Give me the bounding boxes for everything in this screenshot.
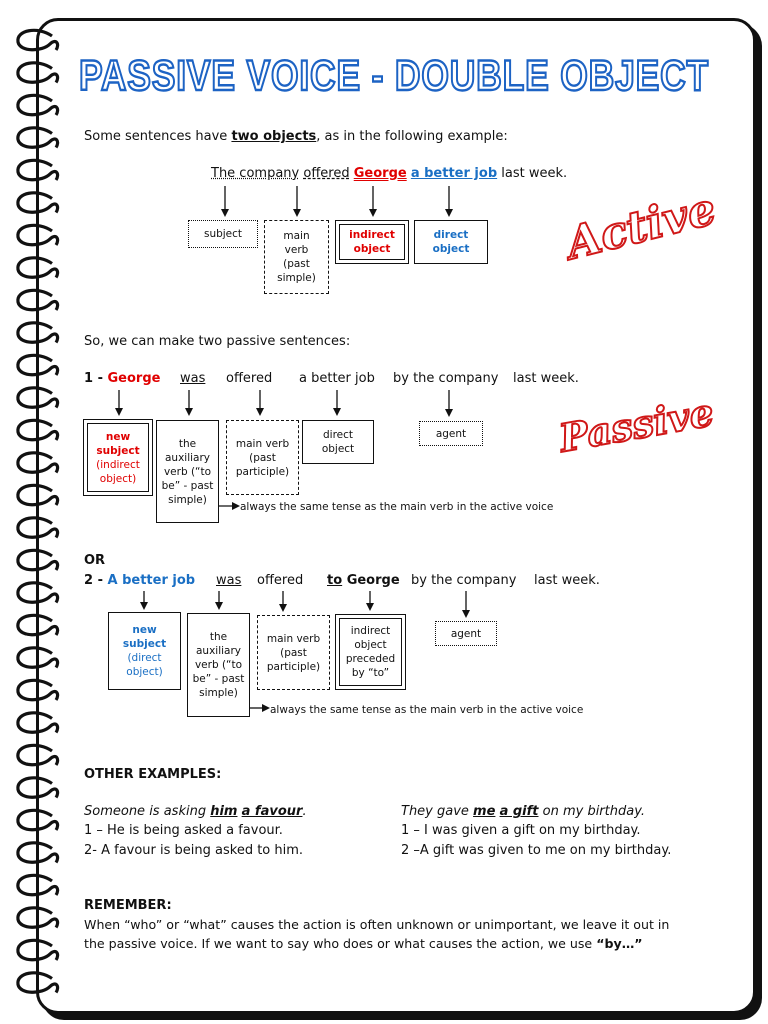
spiral-coil (18, 908, 58, 928)
active-stamp-text: Active (561, 183, 721, 270)
s2-indirect-object-box: indirect object preceded by “to” (335, 614, 406, 690)
spiral-coil (18, 518, 58, 538)
active-main-verb-box: main verb (past simple) (264, 220, 329, 294)
spiral-coil (18, 550, 58, 570)
spiral-coil (18, 388, 58, 408)
spiral-coil (18, 973, 58, 993)
or-label: OR (84, 553, 106, 568)
s1-main-verb-box: main verb (past participle) (226, 420, 299, 495)
active-direct-object-box: direct object (414, 220, 488, 264)
example-left-2: 2- A favour is being asked to him. (84, 843, 304, 858)
example-right-active: They gave me a gift on my birthday. (401, 804, 646, 819)
spiral-coil (18, 843, 58, 863)
s2-aux: was (216, 573, 242, 588)
spiral-coil (18, 453, 58, 473)
passive-intro: So, we can make two passive sentences: (84, 334, 351, 349)
active-indirect-object-box: indirect object (335, 220, 409, 264)
spiral-coil (18, 810, 58, 830)
s2-agent: by the company (411, 573, 517, 588)
spiral-binding-icon (8, 22, 68, 1002)
spiral-coil (18, 420, 58, 440)
spiral-coil (18, 778, 58, 798)
spiral-coil (18, 30, 58, 50)
s2-number: 2 - A better job (84, 573, 196, 588)
example-left-active: Someone is asking him a favour. (84, 804, 307, 819)
passive-stamp-text: Passive (555, 389, 718, 461)
remember-line-1: When “who” or “what” causes the action is often unknown or unimportant, we leave it out in (84, 917, 670, 932)
s2-tail: last week. (534, 573, 600, 588)
example-left-1: 1 – He is being asked a favour. (84, 823, 283, 838)
s2-verb: offered (257, 573, 304, 588)
s1-number: 1 - George (84, 371, 161, 386)
s1-new-subject-box: new subject (indirect object) (83, 419, 153, 496)
s1-aux-box: the auxiliary verb (“to be” - past simple) (156, 420, 219, 523)
s1-agent: by the company (393, 371, 499, 386)
s1-tail: last week. (513, 371, 579, 386)
s2-main-verb-box: main verb (past participle) (257, 615, 330, 690)
spiral-coil (18, 355, 58, 375)
s1-agent-box: agent (419, 421, 483, 446)
active-stamp (560, 183, 721, 270)
example-right-2: 2 –A gift was given to me on my birthday. (401, 843, 672, 858)
page-title-text: PASSIVE VOICE - DOUBLE OBJECT (79, 52, 709, 100)
spiral-coil (18, 648, 58, 668)
page-title (74, 46, 714, 102)
spiral-coil (18, 485, 58, 505)
spiral-coil (18, 713, 58, 733)
s1-direct-object-box: direct object (302, 420, 374, 464)
spiral-coil (18, 940, 58, 960)
spiral-coil (18, 680, 58, 700)
other-examples-heading: OTHER EXAMPLES: (84, 767, 222, 782)
intro-text: Some sentences have two objects, as in the following example: (84, 129, 508, 144)
s2-object: to George (327, 573, 400, 588)
spiral-coil (18, 290, 58, 310)
spiral-coil (18, 95, 58, 115)
spiral-coil (18, 615, 58, 635)
spiral-coil (18, 875, 58, 895)
spiral-coil (18, 583, 58, 603)
spiral-coil (18, 745, 58, 765)
spiral-coil (18, 225, 58, 245)
s1-aux: was (180, 371, 206, 386)
s2-note: always the same tense as the main verb in the active voice (270, 704, 584, 716)
spiral-coil (18, 160, 58, 180)
s1-verb: offered (226, 371, 273, 386)
active-subject-box: subject (188, 220, 258, 248)
example-right-1: 1 – I was given a gift on my birthday. (401, 823, 641, 838)
s2-new-subject-box: new subject (direct object) (108, 612, 181, 690)
spiral-coil (18, 128, 58, 148)
remember-heading: REMEMBER: (84, 898, 172, 913)
passive-stamp (552, 388, 718, 461)
spiral-coil (18, 193, 58, 213)
active-sentence: The company offered George a better job last week. (211, 166, 568, 181)
s2-agent-box: agent (435, 621, 497, 646)
remember-line-2: the passive voice. If we want to say who does or what causes the action, we use “by…” (84, 936, 643, 951)
spiral-coil (18, 258, 58, 278)
s1-object: a better job (299, 371, 375, 386)
s2-aux-box: the auxiliary verb (“to be” - past simple) (187, 613, 250, 717)
spiral-coil (18, 63, 58, 83)
s1-note: always the same tense as the main verb in the active voice (240, 501, 554, 513)
spiral-coil (18, 323, 58, 343)
